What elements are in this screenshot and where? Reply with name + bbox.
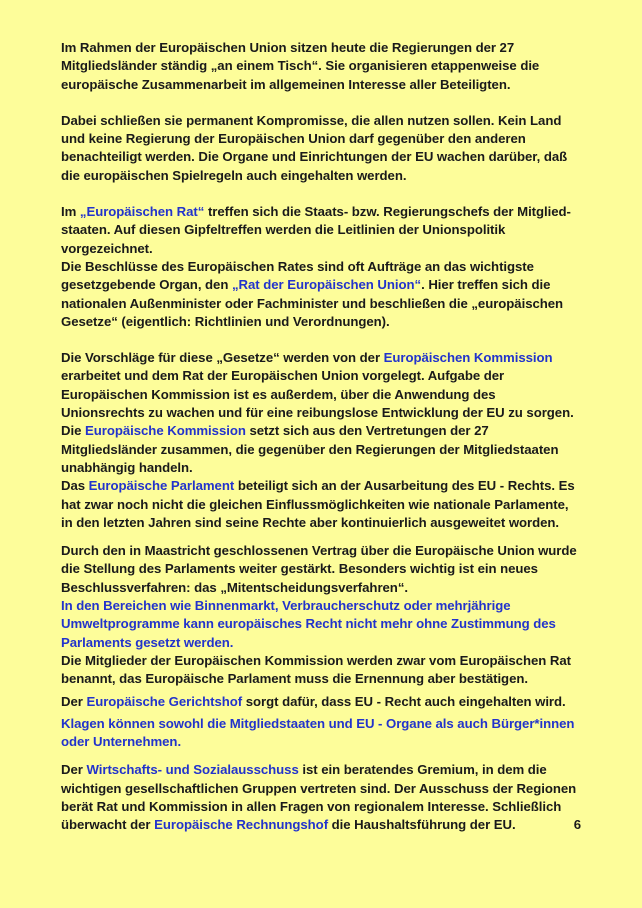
text-segment: Die Vorschläge für diese „Gesetze“ werden von der <box>61 350 384 366</box>
paragraph-council-of-eu <box>61 258 581 331</box>
term-court-of-auditors: Europäische Rechnungshof <box>154 817 329 833</box>
text-segment: sorgt dafür, dass EU - Recht auch eingehalten wird. <box>242 693 566 709</box>
term-council-of-eu: „Rat der Europäischen Union“ <box>231 277 422 293</box>
paragraph-maastricht: Durch den in Maastricht geschlossenen Vertrag über die Europäische Union wurde die Stellung des Parlaments weiter gestärkt. Besonders wichtig ist ein neues Beschlussverfahren: das „Mitentscheidungsverfahren“. <box>61 543 577 595</box>
paragraph-european-council <box>61 203 581 258</box>
term-court-of-justice: Europäische Gerichtshof <box>86 693 243 709</box>
text-segment: ist ein beratendes Gremium, in dem die wichtigen gesellschaftlichen Gruppen vertreten sind. Der Ausschuss der Regionen berät Rat und Kommission in allen Fragen von regionalem Interesse. Schließlich überwacht der <box>61 762 577 833</box>
text-segment: treffen sich die Staats- bzw. Regierungschefs der Mitglied-staaten. Auf diesen Gipfeltreffen werden die Leitlinien der Unionspolitik vorgezeichnet. <box>61 204 571 256</box>
text-segment: Die <box>61 423 85 439</box>
page-number: 6 <box>573 817 581 833</box>
text-segment: beteiligt sich an der Ausarbeitung des EU - Rechts. Es hat zwar noch nicht die gleichen Einflussmöglichkeiten wie nationale Parlamente, in den letzten Jahren sind seine Rechte aber kontinuierlich ausgeweitet worden. <box>61 478 575 530</box>
text-segment: die Haushaltsführung der EU. <box>328 817 516 833</box>
text-segment: Im <box>61 204 80 220</box>
text-segment: erarbeitet und dem Rat der Europäischen Union vorgelegt. Aufgabe der Europäischen Kommission ist es außerdem, über die Anwendung des Unionsrechts zu wachen und für eine reibungslose Entwicklung der EU zu sorgen. <box>61 368 574 421</box>
text-segment: Der <box>61 762 87 778</box>
paragraph-parliament <box>61 477 581 532</box>
term-european-commission: Europäischen Kommission <box>383 350 553 366</box>
text-segment: Das <box>61 478 89 494</box>
paragraph-committees <box>61 761 581 834</box>
paragraph-compromise: Dabei schließen sie permanent Kompromisse, die allen nutzen sollen. Kein Land und keine Regierung der Europäischen Union darf gegenüber den anderen benachteiligt werden. Die Organe und Einrichtungen der EU wachen darüber, daß die europäischen Spielregeln auch eingehalten werden. <box>61 112 568 183</box>
text-segment: setzt sich aus den Vertretungen der 27 Mitgliedsländer zusammen, die gegenüber den Regierungen der Mitgliedstaaten unabhängig handeln. <box>61 423 559 475</box>
paragraph-lawsuits-highlight: Klagen können sowohl die Mitgliedstaaten und EU - Organe als auch Bürger*innen oder Unternehmen. <box>61 715 575 750</box>
document-page <box>61 39 581 835</box>
paragraph-commission-appointment: Die Mitglieder der Europäischen Kommission werden zwar vom Europäischen Rat benannt, das Europäische Parlament muss die Ernennung aber bestätigen. <box>61 652 571 687</box>
text-segment: . Hier treffen sich die nationalen Außenminister oder Fachminister und beschließen die „europäischen Gesetze“ (eigentlich: Richtlinien und Verordnungen). <box>61 277 564 329</box>
paragraph-court-of-justice <box>61 693 581 711</box>
text-segment: Die Beschlüsse des Europäischen Rates sind oft Aufträge an das wichtigste gesetzgebende Organ, den <box>61 258 534 293</box>
text-segment: Der <box>61 693 87 709</box>
paragraph-codecision-highlight: In den Bereichen wie Binnenmarkt, Verbraucherschutz oder mehrjährige Umweltprogramme kann europäisches Recht nicht mehr ohne Zustimmung des Parlaments gesetzt werden. <box>61 598 556 650</box>
term-european-commission: Europäische Kommission <box>85 423 246 439</box>
term-economic-social-committee: Wirtschafts- und Sozialausschuss <box>86 762 299 778</box>
paragraph-commission-proposals <box>61 349 581 422</box>
paragraph-commission-members <box>61 422 581 477</box>
paragraph-intro: Im Rahmen der Europäischen Union sitzen heute die Regierungen der 27 Mitgliedsländer ständig „an einem Tisch“. Sie organisieren etappenweise die europäische Zusammenarbeit im allgemeinen Interesse aller Beteiligten. <box>61 40 540 92</box>
term-european-council: „Europäischen Rat“ <box>79 204 205 220</box>
term-european-parliament: Europäische Parlament <box>88 478 235 494</box>
